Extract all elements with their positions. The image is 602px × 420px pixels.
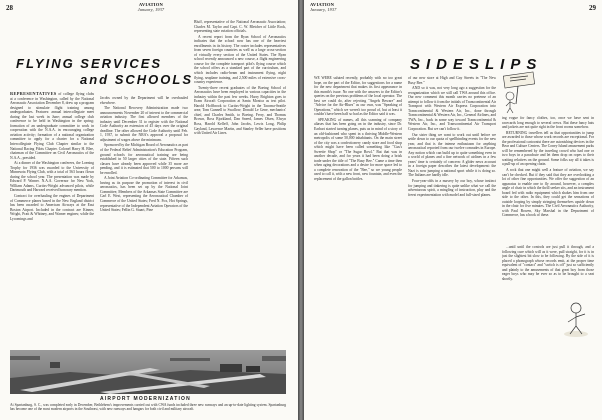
header-title: AVIATION xyxy=(310,2,335,7)
paragraph: REPRESENTATIVES of college flying clubs at a conference in Washington, called by the National Aeronautic Association December 8, drew up a program designed to stimulate flight training among undergraduates. Features: annual intercollegiate meet during the last week in June; annual college club conference to be held in Washington in the spring; formation of an undergraduate committee to work in cooperation with the N.A.A. in encouraging college aviation activity; formation of a national organization committee to apply for a charter for a National Intercollegiate Flying Club Chapter similar to the National Racing Pilots Chapter. Colonel Harry H. Blee, chairman of the Committee on Civil Aeronautics of the N.A.A., presided. xyxy=(10,92,94,160)
article-column-2 xyxy=(100,8,188,346)
paragraph: Our sister thing we want to work out until before we settle down to our quota of spellbinding events for the new year, and that is the intense enthusiasm for anything aeronautical reported from our twelve comrades in Europe. Any notion which can build up to quite something even in a world of planes and a fine network of airlines in a few years' time is certainly of concern: A glider news account in a foreign paper describes the latest development: the Nazi is now jumping a national sport while it is doing so. The Italians are hardly idle. xyxy=(408,132,496,178)
photo-caption: At Spartanburg, S. C., was completed early in December, Bethlehem's improvements carried out with CWA funds included three new runways and an up-to-date lighting system. Spartanburg has become one of the most modern airports in the Southeast, with new runways and hangars for both civil and military aircraft. xyxy=(10,403,286,412)
paragraph: Bluff, representative of the National Aeronautic Association; Charles M. Taylor and Capt. C. W. Bletcher of Little Rock, representing state aviation officials. xyxy=(194,20,286,34)
header-title: AVIATION xyxy=(138,2,164,7)
left-page xyxy=(0,0,298,420)
paragraph: of our new store at High and Gay Streets in "The New Busy Bee." xyxy=(408,76,496,85)
paragraph: Sponsored by the Michigan Board of Aeronautics as part of the Federal Relief Administration's Education Program, ground schools for aeronautical training are being established in 50 larger cities of the state. Fifteen such classes have already been approved while 35 more are pending, and it is estimated that 500 to 1000 persons will be enrolled. xyxy=(100,143,188,175)
header-date: January, 1937 xyxy=(310,6,337,12)
paragraph: Four-year-olds in a nursery by our boy, whose instinct for jumping and tinkering is quite unlike what we call the adventurous spirit, a mingling of instruction, play and the freest experimentation with model and full-sized planes. xyxy=(408,179,496,197)
photo-caption-title: AIRPORT MODERNIZATION xyxy=(100,396,191,402)
sideslips-title: SIDESLIPS xyxy=(410,56,543,73)
paragraph: ...until until the controls are just pull it through, and a following cure which will as it were, pull straight, for it is in just the slightest bit slow to be following. By the side of it is placed a phonograph whose records emit, at the proper time equivalent of "contact" and "switch is off" just so sufficiently and plainly to the amusements of that great boy from those eager boys who may be ever so as to be brought to a seat shortly. xyxy=(502,245,594,281)
sideslips-column-3 xyxy=(502,12,594,416)
paragraph: A rock that one might well a feature of aviation, we say can't be checked. But if they said that they are overlooking a lot of other fine opportunities. We offer the suggestion of an apparatus to enable one to fly around, however, a complex angle of chair in which the thrill seeker sits, and an instrument board fed with radio equipment which shakes him from one side to the other. In this, they could get the sensations of outside looping by simply stringing themselves upside down in the chair for five minutes. The Civil Aeronautics Authority, with Paul Bowen, Sky Marshal in the Department of Commerce, has a book of these. xyxy=(502,168,594,218)
pilot-drawing xyxy=(560,300,592,340)
paragraph: Twenty-three recent graduates of the Boeing School of Aeronautics have been employed in various capacities in the industry within the past few weeks. Harry Brighton goes to Eram Aircraft Corporation at Santa Monica as test pilot. Harold Hoffbrook to Curtiss-Wright in the Tacoma-Seattle area; Tom Gunnell to Swallow; Donald Le Gene, mechanics' chief, and Charles Smith, to Boeing. Ferry, and Thomas Brown, Ross Bjorkland, Dan Sneed, James Olsen, Elwyn Ross, Harold Kelleff, John Jacobs, Lewis Long, Philip Gayland, Lawrence Martin, and Stanley Seller have positions with United Air Lines. xyxy=(194,85,286,136)
aerial-photo-image xyxy=(10,350,286,394)
section-title-line1: FLYING SERVICES xyxy=(16,56,163,71)
page-number-left: 28 xyxy=(6,4,13,12)
airport-aerial-photo xyxy=(10,350,286,394)
page-number-right: 29 xyxy=(589,4,596,12)
section-title-line2: and SCHOOLS xyxy=(80,72,194,87)
running-header-right xyxy=(310,3,356,13)
paragraph: RETURNING travellers tell us that opportunities to jump are awarded to those whose work records are exceptional. For the professional cartoonist there are astonishing devices in the Bear and Culture Centers. The Coney Island amusement parks will be remembered by the traveling crowd who had one or two boys in a parachute and let them drop on ropes to their waiting relatives on the ground. Some folks say all it takes is a pull-up of an opening chain. xyxy=(502,130,594,167)
paragraph: WE WERE saluted recently, probably with no too great hope, on the part of the Editor, for suggestions for a name for the new department that makes its first appearance in this month's issue. No one with the answers to the Editor's queries on the previous problems of the local operator. The best we could do, after rejecting "Angels Beware" and "Advice for the Air-Blues" as our own, was "Speaking of Operations," which we weren't too proud of, but at least it couldn't have been half so bad as the Editor said it was. xyxy=(314,76,402,117)
right-page xyxy=(304,0,602,420)
article-column-1 xyxy=(10,92,94,346)
pilot-figure-illustration xyxy=(560,300,592,340)
sideslips-column-2 xyxy=(408,76,496,416)
paragraph: At a dinner of the Washington conferees, the Loening Trophy for 1936 was awarded to the University of Minnesota Flying Club, with a total of 563 hours flown during the school year. The presentation was made by Edward P. Warner. N.A.A. Governor for New York, William Adams, Curtiss-Wright advanced pilots, while Dartmouth and Harvard received honorary mention. xyxy=(10,161,94,193)
paragraph: ing vogue for fancy clothes, too, once we have sent in racecards long enough to several crews. But these fancy hats and jackets are not quite right in the front rooms somehow. xyxy=(502,116,594,130)
header-date: January, 1937 xyxy=(137,6,165,12)
paragraph: Contract for overhauling the engines of Department of Commerce planes based in the New England district has been awarded to American Airways at the East Boston Airport. Included in the contract are Kinner, Wright, Pratt & Whitney, and Warner engines; while the Lycomings and xyxy=(10,194,94,221)
lead-word: REPRESENTATIVES xyxy=(10,92,57,96)
paragraph: A Joint Aviation Co-ordinating Committee for Arkansas, having as its purpose the promotion of interest in civil aeronautics, has been set up by the National Joint Committee, Members of the Arkansas State Committee are Carl E. West, representing the Aeronautical Chamber of Commerce of the United States; Fred N. Fox, Hot Springs, representative of the Independent Aviation Operators of the United States; Fellin G. Stuart, Pine xyxy=(100,176,188,213)
paragraph: The National Recovery Administration made two announcements November 20 of interest to the commercial aviation industry. The first allowed members of the industry until December 31 to register with the National Code Authority an extension of 45 days over the original deadline. The other allowed the Code Authority until Feb. 1, 1937, to submit the NRA's approval a proposal for adjustment of wages above the minimum. xyxy=(100,106,188,142)
paragraph: Jacobs owned by the Department will be overhauled elsewhere. xyxy=(100,96,188,105)
paragraph: AND so it was, not very long ago a suggestion for the reorganization which we still call TWA around this office. Our new comment this month carries no pretense of an attempt to follow it from the initials of Transcontinental Air Transport with Western Air Express Corporation into Transcontinental & Western Air, Inc., done through Transcontinental & Western Air, Inc., General Airlines, and TWA, Inc., back in some way toward Transcontinental & Western Air, Inc., and Transcontinental Air Transport Corporation. But we can't follow it. xyxy=(408,86,496,132)
article-column-3 xyxy=(194,8,286,346)
paragraph: A recent report from the Ryan School of Aeronautics indicates that the school now has one of the heaviest enrollments in its history. The roster includes representatives from seven foreign countries as well as a large cross-section of virtually every section of the United States. The Ryan school recently announced a new course, a flight engineering course for the complete transport pilot's flying course which the school offers as a standard part of the curriculum, and which includes radio-beam and instrument flying, night flying, seaplane training, and 2,500 miles of extensive cross-country experience. xyxy=(194,34,286,85)
paragraph: SPEAKING of names, all this scanning of company aliases that has been going on in the industry, since Dr. Earhart started turning planes, puts us in mind of a story of an old-fashioned who spent in a thriving Middle-Western metropolis of some 50,000 inhabitants. On the main street of the city was a confectionery candy store and food shop which might have been called something like "Gus's Sweetie Shop" or "The Sugar Bowl." But that was in another decade, and for years it had been doing a brisk trade under the title of "The Busy Bee." Came a time then when aging decorations and a desire for more space led to a complete renovation of the "Bee," so we young people used to call it, with a new front, new fountain, and even the replacement of the gallon bottles. xyxy=(314,117,402,182)
sideslips-column-1 xyxy=(314,76,402,416)
